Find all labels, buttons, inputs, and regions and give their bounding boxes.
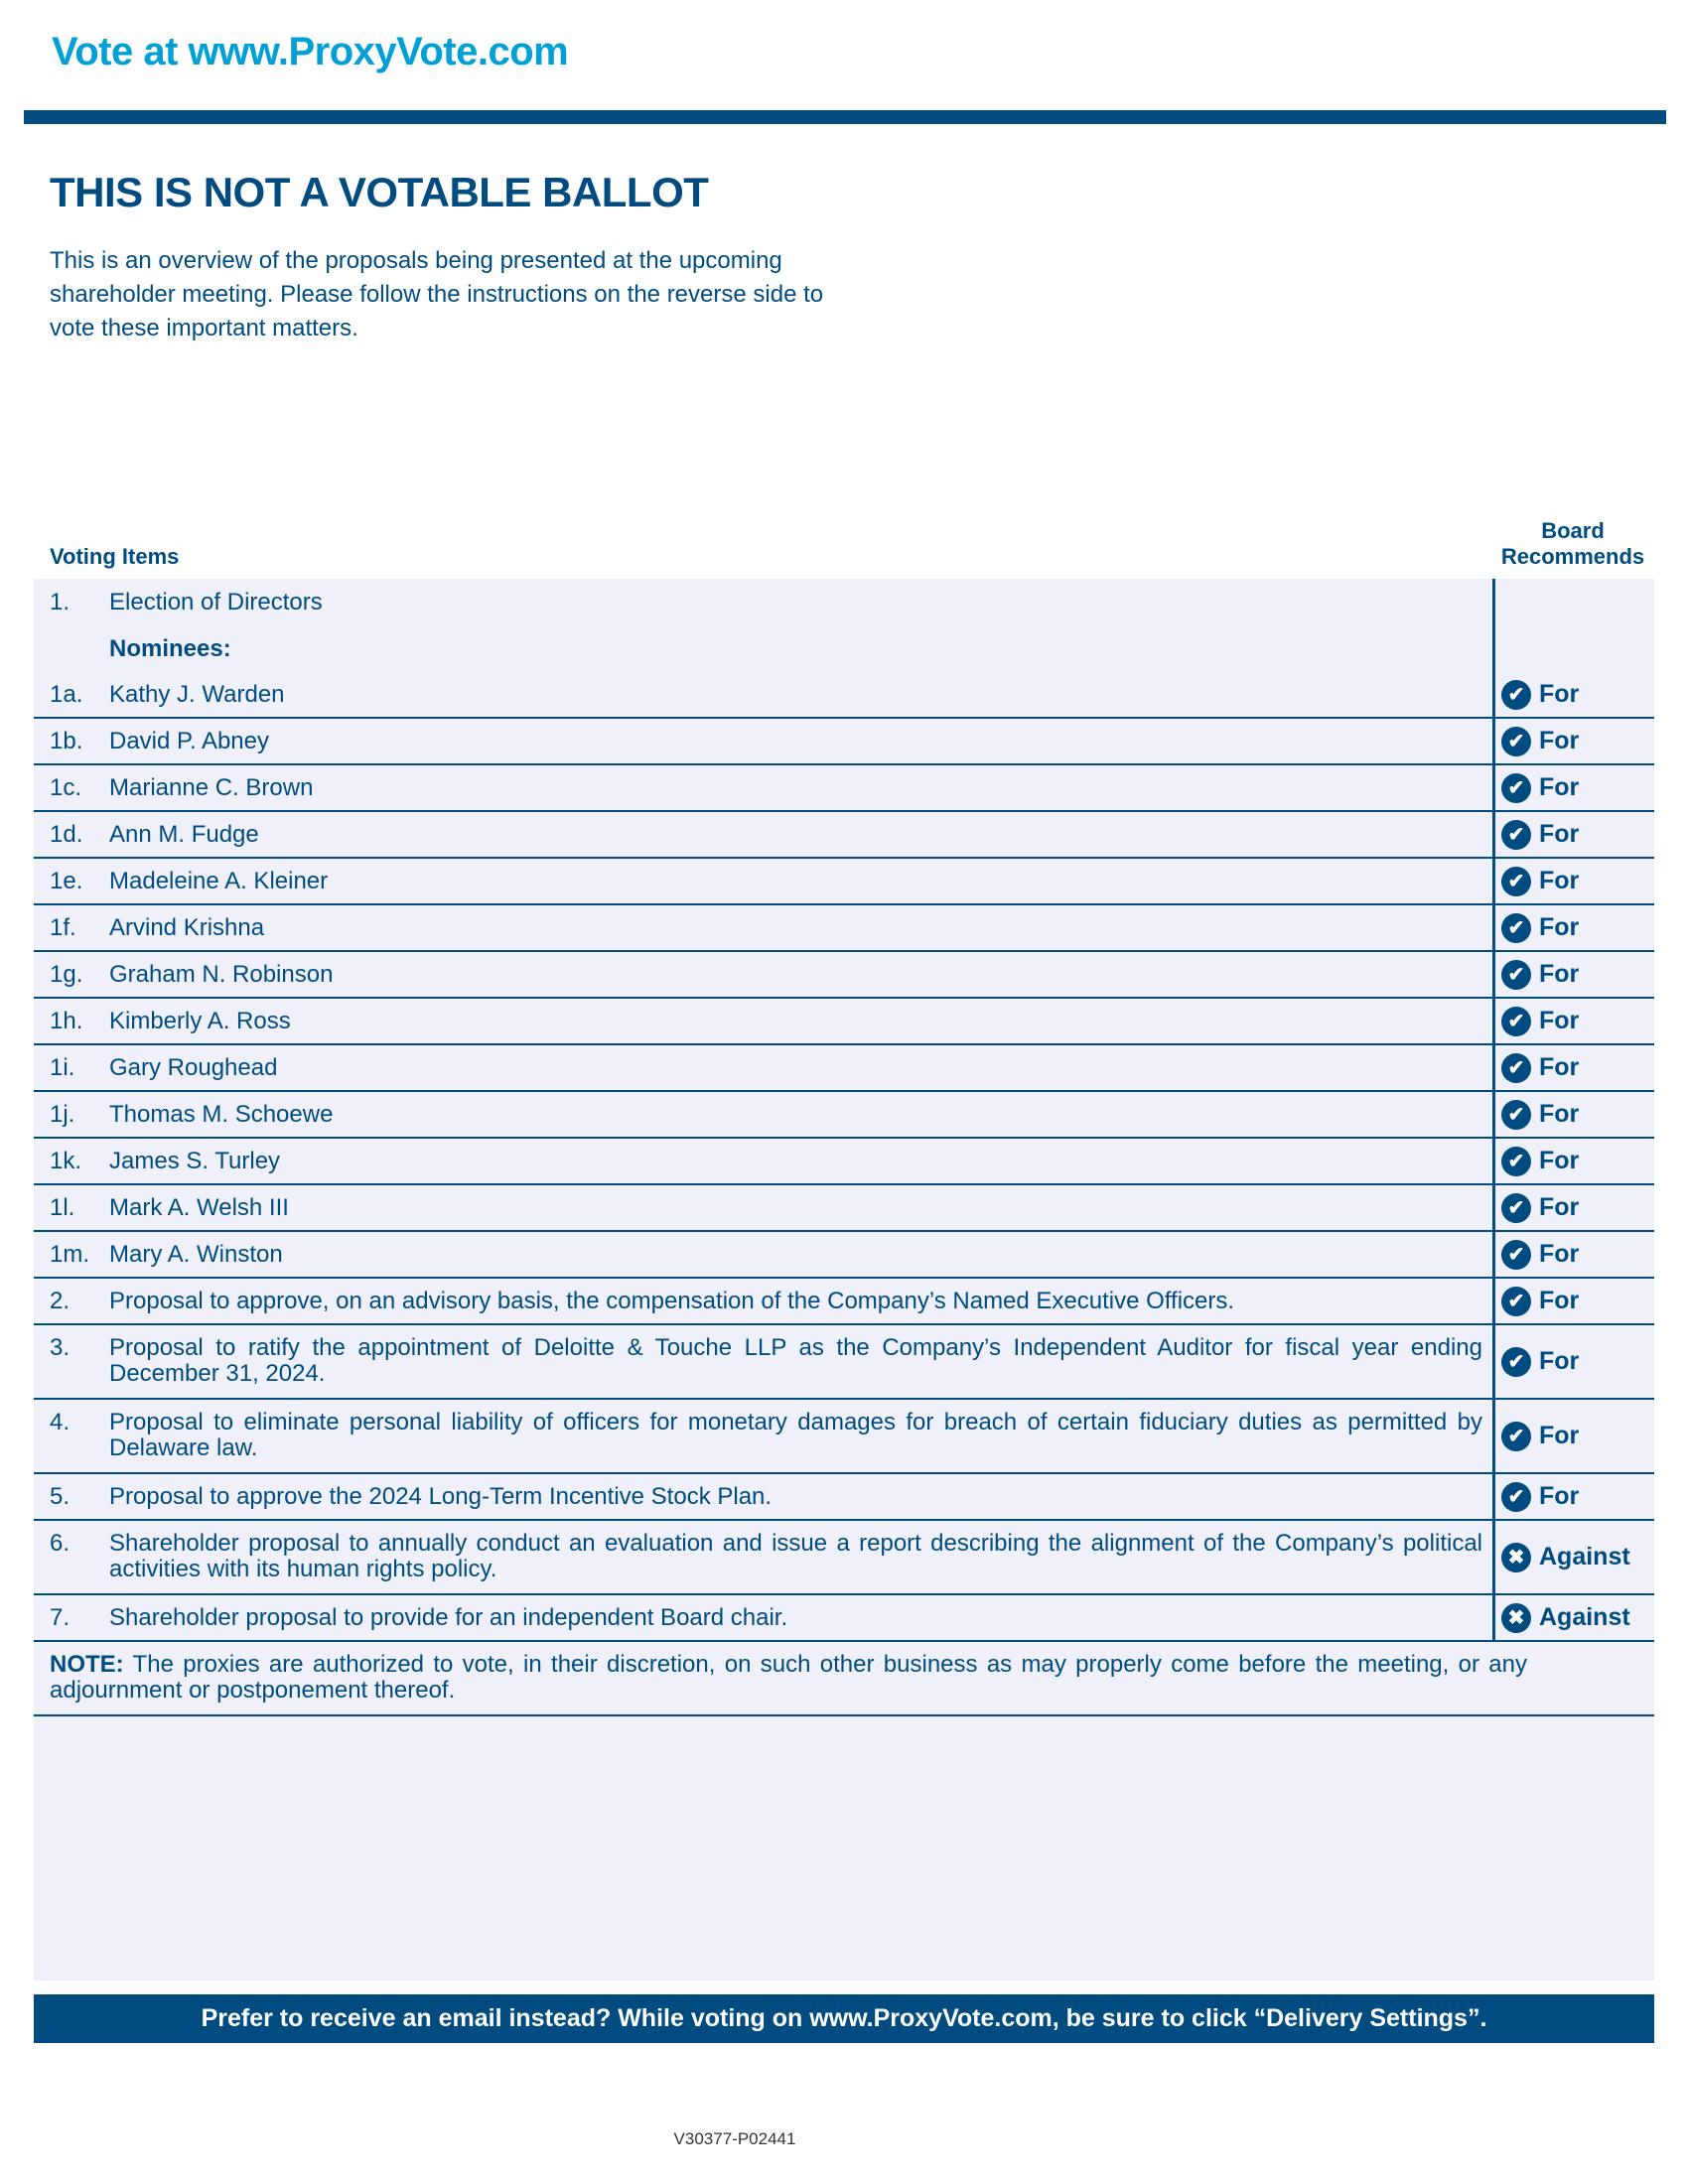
- item-text: Marianne C. Brown: [109, 773, 314, 801]
- table-row: [34, 952, 1654, 999]
- item-number: 1m.: [50, 1240, 90, 1268]
- check-circle-icon: ✔: [1501, 1053, 1531, 1083]
- item-number: 1l.: [50, 1193, 75, 1221]
- recommendation-label: For: [1539, 727, 1580, 754]
- check-circle-icon: ✔: [1501, 913, 1531, 943]
- proxyvote-site-heading: Vote at www.ProxyVote.com: [52, 30, 569, 73]
- check-circle-icon: ✔: [1501, 680, 1531, 710]
- item-cell: [34, 1279, 1492, 1323]
- recommendation-label: For: [1539, 680, 1580, 708]
- item-text: Proposal to approve, on an advisory basis, the compensation of the Company’s Named Executive Officers.: [109, 1287, 1235, 1314]
- item-number: 3.: [50, 1334, 70, 1361]
- table-row: [34, 1595, 1654, 1642]
- table-row: [34, 905, 1654, 952]
- voting-items-header: Voting Items: [50, 544, 180, 569]
- recommendation-label: For: [1539, 1347, 1580, 1375]
- table-row: [34, 1474, 1654, 1521]
- table-row: [34, 1279, 1654, 1325]
- check-circle-icon: ✔: [1501, 773, 1531, 803]
- item-text: Shareholder proposal to annually conduct an evaluation and issue a report describing the alignment of the Company’s political activities with its human rights policy.: [109, 1530, 1482, 1582]
- item-text: Graham N. Robinson: [109, 960, 334, 988]
- check-circle-icon: ✔: [1501, 960, 1531, 990]
- x-circle-icon: ✖: [1501, 1603, 1531, 1633]
- item-number: 5.: [50, 1482, 70, 1510]
- item-cell: [34, 1474, 1492, 1519]
- recommendation-label: For: [1539, 1193, 1580, 1221]
- recommendation-cell: [1492, 625, 1654, 672]
- item-number: 1j.: [50, 1100, 75, 1128]
- note-label: NOTE:: [50, 1651, 124, 1678]
- recommendation-cell: [1492, 1185, 1654, 1230]
- item-text: Proposal to approve the 2024 Long-Term Incentive Stock Plan.: [109, 1482, 773, 1510]
- recommendation-cell: [1492, 672, 1654, 717]
- item-cell: [34, 999, 1492, 1043]
- recommendation-label: For: [1539, 867, 1580, 894]
- nominees-row: [34, 625, 1654, 672]
- item-cell: [34, 1521, 1492, 1593]
- item-text: Thomas M. Schoewe: [109, 1100, 334, 1128]
- item-number: 1i.: [50, 1053, 75, 1081]
- recommendation-label: For: [1539, 1240, 1580, 1268]
- table-row: [34, 859, 1654, 905]
- page-title: THIS IS NOT A VOTABLE BALLOT: [50, 169, 709, 215]
- item-text: James S. Turley: [109, 1147, 281, 1174]
- recommendation-cell: [1492, 765, 1654, 810]
- recommendation-label: For: [1539, 1287, 1580, 1314]
- recommendation-label: For: [1539, 820, 1580, 848]
- check-circle-icon: ✔: [1501, 727, 1531, 756]
- document-code: V30377-P02441: [673, 2129, 796, 2148]
- check-circle-icon: ✔: [1501, 820, 1531, 850]
- election-cell: [34, 579, 1492, 625]
- item-cell: [34, 1595, 1492, 1640]
- table-row: [34, 1400, 1654, 1474]
- item-number: 1a.: [50, 680, 83, 708]
- election-row: [34, 579, 1654, 625]
- check-circle-icon: ✔: [1501, 1240, 1531, 1270]
- item-number: 1e.: [50, 867, 83, 894]
- item-text: Madeleine A. Kleiner: [109, 867, 329, 894]
- recommendation-cell: [1492, 952, 1654, 997]
- item-number: 1b.: [50, 727, 83, 754]
- table-row: [34, 999, 1654, 1045]
- item-text: Kimberly A. Ross: [109, 1007, 291, 1034]
- item-text: David P. Abney: [109, 727, 270, 754]
- item-text: Election of Directors: [109, 588, 323, 615]
- recommendation-cell: [1492, 1325, 1654, 1398]
- check-circle-icon: ✔: [1501, 1007, 1531, 1036]
- item-cell: [34, 1400, 1492, 1472]
- item-number: 4.: [50, 1409, 70, 1435]
- item-text: Gary Roughead: [109, 1053, 278, 1081]
- recommendation-label: For: [1539, 773, 1580, 801]
- item-number: 1.: [50, 588, 70, 615]
- table-row: [34, 812, 1654, 859]
- item-text: Proposal to ratify the appointment of Deloitte & Touche LLP as the Company’s Independent Auditor for fiscal year ending December 31, 2024.: [109, 1334, 1482, 1387]
- recommendation-label: For: [1539, 1147, 1580, 1174]
- item-number: 7.: [50, 1603, 70, 1631]
- voting-items-table: [34, 579, 1654, 1980]
- recommendation-label: For: [1539, 1100, 1580, 1128]
- check-circle-icon: ✔: [1501, 867, 1531, 896]
- item-number: 1k.: [50, 1147, 82, 1174]
- recommendation-label: For: [1539, 913, 1580, 941]
- item-text: Ann M. Fudge: [109, 820, 259, 848]
- table-row: [34, 1232, 1654, 1279]
- item-number: 6.: [50, 1530, 70, 1557]
- recommendation-cell: [1492, 719, 1654, 763]
- item-cell: [34, 812, 1492, 857]
- recommendation-cell: [1492, 812, 1654, 857]
- header-divider-bar: [24, 110, 1666, 124]
- delivery-settings-banner: Prefer to receive an email instead? While voting on www.ProxyVote.com, be sure to click “Delivery Settings”.: [34, 1994, 1654, 2043]
- recommendation-label: For: [1539, 960, 1580, 988]
- check-circle-icon: ✔: [1501, 1482, 1531, 1512]
- check-circle-icon: ✔: [1501, 1347, 1531, 1377]
- item-cell: [34, 1045, 1492, 1090]
- item-cell: [34, 1185, 1492, 1230]
- check-circle-icon: ✔: [1501, 1193, 1531, 1223]
- recommendation-cell: [1492, 1092, 1654, 1137]
- recommendation-label: For: [1539, 1482, 1580, 1510]
- table-row: [34, 1185, 1654, 1232]
- recommendation-cell: [1492, 905, 1654, 950]
- recommendation-label: Against: [1539, 1603, 1630, 1631]
- check-circle-icon: ✔: [1501, 1422, 1531, 1451]
- item-number: 1c.: [50, 773, 82, 801]
- check-circle-icon: ✔: [1501, 1287, 1531, 1316]
- intro-paragraph: This is an overview of the proposals being presented at the upcoming shareholder meeting. Please follow the instructions on the reverse side to vote these important matters.: [50, 247, 824, 341]
- item-cell: [34, 719, 1492, 763]
- recommendation-cell: [1492, 579, 1654, 625]
- item-cell: [34, 1325, 1492, 1398]
- item-cell: [34, 952, 1492, 997]
- recommendation-cell: [1492, 1045, 1654, 1090]
- table-row: [34, 765, 1654, 812]
- recommendation-cell: [1492, 1232, 1654, 1277]
- table-row: [34, 1325, 1654, 1400]
- board-recommends-header: Board Recommends: [1500, 518, 1645, 569]
- recommendation-cell: [1492, 1521, 1654, 1593]
- item-cell: [34, 672, 1492, 717]
- item-number: 1f.: [50, 913, 76, 941]
- recommendation-cell: [1492, 859, 1654, 903]
- recommendation-cell: [1492, 1595, 1654, 1640]
- item-text: Proposal to eliminate personal liability of officers for monetary damages for breach of certain fiduciary duties as permitted by Delaware law.: [109, 1409, 1482, 1461]
- item-cell: [34, 1092, 1492, 1137]
- item-text: Arvind Krishna: [109, 913, 265, 941]
- recommendation-label: For: [1539, 1007, 1580, 1034]
- item-text: Shareholder proposal to provide for an independent Board chair.: [109, 1603, 788, 1631]
- nominees-cell: [34, 625, 1492, 672]
- item-number: 1d.: [50, 820, 83, 848]
- item-cell: [34, 1139, 1492, 1183]
- nominees-label: Nominees:: [109, 634, 231, 662]
- recommendation-cell: [1492, 1139, 1654, 1183]
- item-cell: [34, 859, 1492, 903]
- item-number: 1h.: [50, 1007, 83, 1034]
- item-rows: [34, 672, 1654, 1642]
- check-circle-icon: ✔: [1501, 1100, 1531, 1130]
- table-row: [34, 672, 1654, 719]
- item-text: Mark A. Welsh III: [109, 1193, 289, 1221]
- recommendation-cell: [1492, 1279, 1654, 1323]
- item-text: Mary A. Winston: [109, 1240, 283, 1268]
- item-number: 1g.: [50, 960, 83, 988]
- recommendation-cell: [1492, 1474, 1654, 1519]
- table-row: [34, 719, 1654, 765]
- note-text: The proxies are authorized to vote, in their discretion, on such other business as may properly come before the meeting, or any adjournment or postponement thereof.: [50, 1651, 1527, 1704]
- item-cell: [34, 765, 1492, 810]
- table-row: [34, 1521, 1654, 1595]
- table-row: [34, 1045, 1654, 1092]
- note: [34, 1642, 1654, 1716]
- recommendation-cell: [1492, 999, 1654, 1043]
- check-circle-icon: ✔: [1501, 1147, 1531, 1176]
- x-circle-icon: ✖: [1501, 1543, 1531, 1572]
- item-number: 2.: [50, 1287, 70, 1314]
- recommendation-label: For: [1539, 1422, 1580, 1449]
- table-row: [34, 1139, 1654, 1185]
- recommendation-cell: [1492, 1400, 1654, 1472]
- recommendation-label: For: [1539, 1053, 1580, 1081]
- recommendation-label: Against: [1539, 1543, 1630, 1570]
- item-text: Kathy J. Warden: [109, 680, 285, 708]
- item-cell: [34, 1232, 1492, 1277]
- table-row: [34, 1092, 1654, 1139]
- item-cell: [34, 905, 1492, 950]
